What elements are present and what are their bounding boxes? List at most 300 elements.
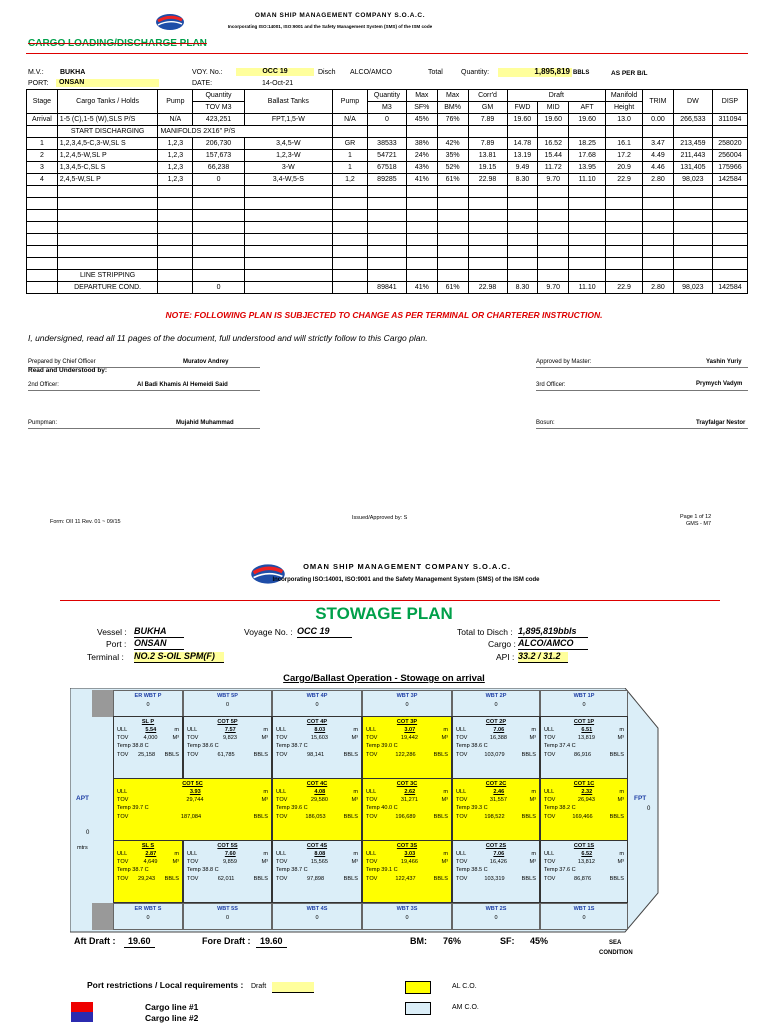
cell: 89285 [367, 174, 406, 186]
plan-title: CARGO LOADING/DISCHARGE PLAN [28, 38, 207, 49]
cell: 41% [406, 282, 437, 294]
tov-label: TOV [456, 859, 468, 866]
cell: 0 [193, 282, 244, 294]
cell [712, 210, 747, 222]
cell: 76% [437, 114, 468, 126]
cell: 20.9 [606, 162, 643, 174]
cargo-tank [540, 840, 628, 903]
cell [712, 222, 747, 234]
tov-label: TOV [117, 859, 129, 866]
tov-row [114, 797, 271, 803]
cell: 9.70 [538, 174, 569, 186]
bbls-row [541, 876, 627, 882]
ull-value: 8.03 [314, 727, 326, 734]
unit-m: m [531, 727, 536, 734]
wbt-name: ER WBT S [134, 906, 162, 912]
wbt-cell [183, 690, 272, 717]
tov-value: 4,649 [143, 859, 158, 866]
cell [193, 270, 244, 282]
cell: 38533 [367, 138, 406, 150]
manifolds: MANIFOLDS 2X16" P/S [158, 126, 333, 138]
tov-label: TOV [456, 813, 468, 820]
cell [158, 198, 193, 210]
wbt-name: WBT 5P [217, 693, 238, 699]
cargo-label: Cargo : [488, 639, 516, 649]
amco-swatch [405, 1002, 431, 1015]
tank-name: COT 2S [485, 843, 507, 849]
sig-line [536, 428, 748, 429]
cell [712, 270, 747, 282]
cell [643, 222, 674, 234]
arrival-row [27, 114, 748, 126]
sf-label: SF: [500, 936, 515, 946]
cell [193, 186, 244, 198]
cell [158, 282, 193, 294]
unit-m3: M³ [351, 859, 358, 866]
unit-m3: M³ [617, 735, 624, 742]
cell [57, 246, 158, 258]
bbls-label: BBLS [573, 70, 590, 76]
cell: 45% [406, 114, 437, 126]
cell [437, 210, 468, 222]
tov-label: TOV [366, 751, 378, 758]
cell: 142584 [712, 174, 747, 186]
wbt-cell [362, 903, 452, 930]
cell [437, 186, 468, 198]
cell [507, 222, 538, 234]
officer2-label: 2nd Officer: [28, 382, 59, 388]
cargo-tank [113, 840, 183, 903]
cell [244, 222, 332, 234]
cell [437, 258, 468, 270]
cell [606, 222, 643, 234]
tank-name: COT 4S [306, 843, 328, 849]
sf-value: 45% [530, 936, 549, 946]
bbls-value: 25,158 [137, 751, 156, 758]
temp-value: Temp 38.7 C [276, 867, 308, 874]
ull-value: 7.06 [493, 851, 505, 858]
cell [569, 270, 606, 282]
temp-row [363, 867, 451, 873]
cell [507, 246, 538, 258]
ull-label: ULL [117, 851, 128, 858]
engine-room-block [92, 690, 113, 717]
disch-label: Disch [318, 69, 336, 76]
bbls-value: 97,898 [306, 875, 325, 882]
unit-bbls: BBLS [521, 813, 536, 820]
cargo-tank [540, 778, 628, 841]
cell [538, 258, 569, 270]
unit-m3: M³ [172, 859, 179, 866]
ull-label: ULL [366, 789, 377, 796]
bbls-row [114, 814, 271, 820]
temp-row [114, 867, 182, 873]
wbt-name: ER WBT P [134, 693, 162, 699]
cell: 0 [367, 114, 406, 126]
cell [468, 186, 507, 198]
tov-value: 15,603 [310, 735, 328, 742]
cell [57, 210, 158, 222]
tank-name: COT 1P [573, 719, 595, 725]
unit-bbls: BBLS [343, 751, 358, 758]
unit-m3: M³ [441, 735, 448, 742]
cell: 423,251 [193, 114, 244, 126]
unit-m3: M³ [261, 735, 268, 742]
bbls-value: 98,141 [306, 751, 325, 758]
col-trim: TRIM [643, 90, 674, 114]
col-tov: TOV M3 [193, 102, 244, 114]
ull-row [541, 789, 627, 795]
temp-row [453, 805, 539, 811]
cell: DEPARTURE COND. [57, 282, 158, 294]
bbls-row [363, 814, 451, 820]
tov-label: TOV [276, 813, 288, 820]
cell [606, 258, 643, 270]
ull-row [184, 851, 271, 857]
cell [569, 246, 606, 258]
ull-row [114, 851, 182, 857]
ull-label: ULL [456, 727, 467, 734]
cell [244, 270, 332, 282]
cell: 19.15 [468, 162, 507, 174]
ull-value: 3.03 [404, 851, 416, 858]
mtrs-label: mtrs [77, 845, 88, 851]
bbls-row [273, 752, 361, 758]
cell [193, 258, 244, 270]
unit-m: m [263, 851, 268, 858]
cell [27, 198, 58, 210]
wbt-value: 0 [225, 702, 230, 709]
bbls-value: 196,689 [395, 813, 416, 820]
ull-label: ULL [276, 851, 287, 858]
read-understood: Read and Understood by: [28, 367, 108, 374]
cell [57, 222, 158, 234]
bbls-value: 186,053 [305, 813, 326, 820]
sig-line [536, 367, 748, 368]
tank-name: COT 5P [217, 719, 238, 725]
tov-row [114, 735, 182, 741]
cell: 1 [333, 162, 368, 174]
tov-label: TOV [276, 859, 288, 866]
cell: 1,2,3-W [244, 150, 332, 162]
cell [193, 198, 244, 210]
empty-row [27, 258, 748, 270]
tank-name: SL S [141, 843, 155, 849]
ull-value: 3.07 [404, 727, 416, 734]
col-quantity2: Quantity [367, 90, 406, 102]
cell: 7.89 [468, 138, 507, 150]
wbt-value: 0 [315, 915, 319, 922]
tank-name: COT 2C [485, 781, 507, 787]
cell [673, 126, 712, 138]
apt-label: APT [76, 795, 89, 802]
empty-row [27, 222, 748, 234]
ull-label: ULL [276, 789, 287, 796]
unit-m: m [443, 727, 448, 734]
cell: 16.52 [538, 138, 569, 150]
statement: I, undersigned, read all 11 pages of the document, full understood and will strictly follow to this Cargo plan. [28, 333, 428, 343]
cell [244, 246, 332, 258]
cell: GR [333, 138, 368, 150]
cell: 35% [437, 150, 468, 162]
cell [193, 210, 244, 222]
cell [333, 270, 368, 282]
tov-row [453, 859, 539, 865]
tank-name: COT 5S [217, 843, 238, 849]
ull-row [453, 727, 539, 733]
departure-row [27, 282, 748, 294]
cell [27, 126, 58, 138]
tank-name: COT 3C [396, 781, 418, 787]
cell: 98,023 [673, 174, 712, 186]
unit-bbls: BBLS [253, 813, 268, 820]
wbt-cell [452, 903, 540, 930]
cell: 13.81 [468, 150, 507, 162]
col-stage: Stage [27, 90, 58, 114]
unit-m: m [353, 727, 358, 734]
wbt-cell [452, 690, 540, 717]
cell: 3.47 [643, 138, 674, 150]
cell [712, 126, 747, 138]
unit-m: m [619, 851, 624, 858]
disch-value: ALCO/AMCO [350, 69, 393, 76]
cell [27, 222, 58, 234]
cell: 1 [27, 138, 58, 150]
cell: 4.49 [643, 150, 674, 162]
cell: 3 [27, 162, 58, 174]
wbt-cell [362, 690, 452, 717]
wbt-cell [113, 903, 183, 930]
cell: 0 [193, 174, 244, 186]
officer3-label: 3rd Officer: [536, 382, 566, 388]
quantity-value: 1,895,819 [498, 68, 572, 77]
cell [406, 234, 437, 246]
tov-label: TOV [366, 875, 378, 882]
issued-by: Issued/Approved by: S [352, 515, 408, 521]
cell: 1,2,4,5-W,SL P [57, 150, 158, 162]
tov-value: 13,812 [577, 859, 595, 866]
cell: 42% [437, 138, 468, 150]
cell: 17.68 [569, 150, 606, 162]
cell [437, 198, 468, 210]
temp-value: Temp 38.7 C [276, 743, 308, 750]
bbls-value: 103,319 [484, 875, 505, 882]
cell [57, 234, 158, 246]
ull-label: ULL [456, 789, 467, 796]
wbt-name: WBT 2S [485, 906, 507, 912]
ull-value: 2.32 [581, 789, 593, 796]
tov-label: TOV [117, 735, 129, 742]
temp-row [541, 743, 627, 749]
tov-label: TOV [456, 875, 468, 882]
temp-value: Temp 39.6 C [276, 805, 308, 812]
unit-bbls: BBLS [521, 751, 536, 758]
tov-row [184, 735, 271, 741]
cell [643, 186, 674, 198]
cell [406, 246, 437, 258]
bbls-value: 103,079 [484, 751, 505, 758]
prepared-label: Prepared by Chief Officer [28, 359, 96, 365]
temp-value: Temp 38.8 C [187, 867, 219, 874]
unit-m: m [263, 789, 268, 796]
bm-value: 76% [443, 936, 462, 946]
cell [643, 258, 674, 270]
tov-value: 16,426 [489, 859, 507, 866]
cell [507, 198, 538, 210]
cell: 9.49 [507, 162, 538, 174]
cell: 52% [437, 162, 468, 174]
ull-row [273, 727, 361, 733]
condition-label: CONDITION [599, 950, 633, 956]
empty-row [27, 210, 748, 222]
bosun-name: Trayfalgar Nestor [696, 420, 746, 426]
cell [673, 186, 712, 198]
wbt-name: WBT 3P [396, 693, 418, 699]
cell [643, 210, 674, 222]
col-corrd: Corr'd [468, 90, 507, 102]
bbls-value: 169,466 [572, 813, 593, 820]
tov-value: 31,271 [400, 797, 418, 804]
col-quantity: Quantity [193, 90, 244, 102]
unit-m: m [619, 789, 624, 796]
cell [437, 126, 468, 138]
cell: 13.19 [507, 150, 538, 162]
cell [507, 258, 538, 270]
tov-value: 15,565 [310, 859, 328, 866]
cell [406, 258, 437, 270]
quantity-label: Quantity: [461, 69, 490, 76]
fore-draft-value: 19.60 [256, 937, 287, 948]
ull-row [363, 727, 451, 733]
cell: 8.30 [507, 174, 538, 186]
cell [244, 282, 332, 294]
ull-row [273, 789, 361, 795]
cell: 256004 [712, 150, 747, 162]
ull-label: ULL [276, 727, 287, 734]
unit-bbls: BBLS [253, 875, 268, 882]
cell: 258020 [712, 138, 747, 150]
ull-value: 7.60 [224, 851, 236, 858]
bbls-row [273, 876, 361, 882]
tov-label: TOV [276, 875, 288, 882]
cell [333, 210, 368, 222]
alco-swatch [405, 981, 431, 994]
temp-value: Temp 38.6 C [187, 743, 219, 750]
cell [244, 186, 332, 198]
tank-name: COT 4C [306, 781, 328, 787]
ull-value: 2.46 [493, 789, 505, 796]
cell [468, 198, 507, 210]
bbls-row [363, 752, 451, 758]
cell: 38% [406, 138, 437, 150]
unit-bbls: BBLS [433, 813, 448, 820]
tov-label: TOV [187, 751, 199, 758]
col-gm: GM [468, 102, 507, 114]
cell [244, 234, 332, 246]
ull-value: 6.52 [581, 851, 593, 858]
unit-m3: M³ [529, 735, 536, 742]
cell [437, 234, 468, 246]
wbt-value: 0 [494, 915, 498, 922]
col-draft: Draft [507, 90, 606, 102]
voyage-label: Voyage No. : [244, 627, 293, 637]
fpt-label: FPT [634, 795, 647, 802]
cell: 14.78 [507, 138, 538, 150]
cell [538, 210, 569, 222]
line-stripping-row [27, 270, 748, 282]
cargo-tank [113, 778, 272, 841]
col-max1: Max [406, 90, 437, 102]
cell [27, 234, 58, 246]
unit-bbls: BBLS [164, 875, 179, 882]
fpt-value: 0 [647, 806, 651, 812]
cell: 1,2,3,4,5-C,3-W,SL S [57, 138, 158, 150]
cell: 3,4-W,5-S [244, 174, 332, 186]
cell: 2,4,5-W,SL P [57, 174, 158, 186]
ull-label: ULL [544, 851, 555, 858]
ull-label: ULL [187, 727, 198, 734]
tov-label: TOV [117, 751, 129, 758]
tov-row [453, 735, 539, 741]
unit-m: m [263, 727, 268, 734]
cell [538, 126, 569, 138]
tov-label: TOV [366, 797, 378, 804]
temp-value: Temp 37.4 C [544, 743, 576, 750]
col-pump2: Pump [333, 90, 368, 114]
ull-label: ULL [187, 851, 198, 858]
cell: 2.80 [643, 282, 674, 294]
cell [333, 222, 368, 234]
unit-m3: M³ [351, 735, 358, 742]
wbt-cell [540, 690, 628, 717]
tov-row [541, 797, 627, 803]
unit-bbls: BBLS [609, 813, 624, 820]
date-label: DATE: [192, 80, 213, 87]
tov-row [453, 797, 539, 803]
ull-row [273, 851, 361, 857]
as-per-bl: AS PER B/L [611, 70, 648, 77]
temp-value: Temp 38.6 C [456, 743, 488, 750]
unit-m: m [353, 851, 358, 858]
stowage-subtitle: Cargo/Ballast Operation - Stowage on arrival [283, 673, 485, 684]
cell [538, 198, 569, 210]
cell [538, 246, 569, 258]
unit-m: m [619, 727, 624, 734]
bbls-row [363, 876, 451, 882]
unit-m3: M³ [617, 859, 624, 866]
cell [606, 270, 643, 282]
cell [643, 126, 674, 138]
ull-row [453, 789, 539, 795]
cell: FPT,1,5-W [244, 114, 332, 126]
vessel-value: BUKHA [134, 627, 184, 638]
cell [333, 126, 368, 138]
cell: 2.80 [643, 174, 674, 186]
cell [538, 222, 569, 234]
cell [643, 234, 674, 246]
sig-line [28, 428, 260, 429]
cargo-line1-swatch [71, 1002, 93, 1012]
tov-row [273, 735, 361, 741]
apt-value: 0 [86, 830, 90, 836]
sig-line [28, 390, 260, 391]
cell [367, 234, 406, 246]
engine-room-block [92, 903, 113, 930]
temp-row [453, 743, 539, 749]
ull-row [363, 789, 451, 795]
wbt-cell [183, 903, 272, 930]
cell: 41% [406, 174, 437, 186]
